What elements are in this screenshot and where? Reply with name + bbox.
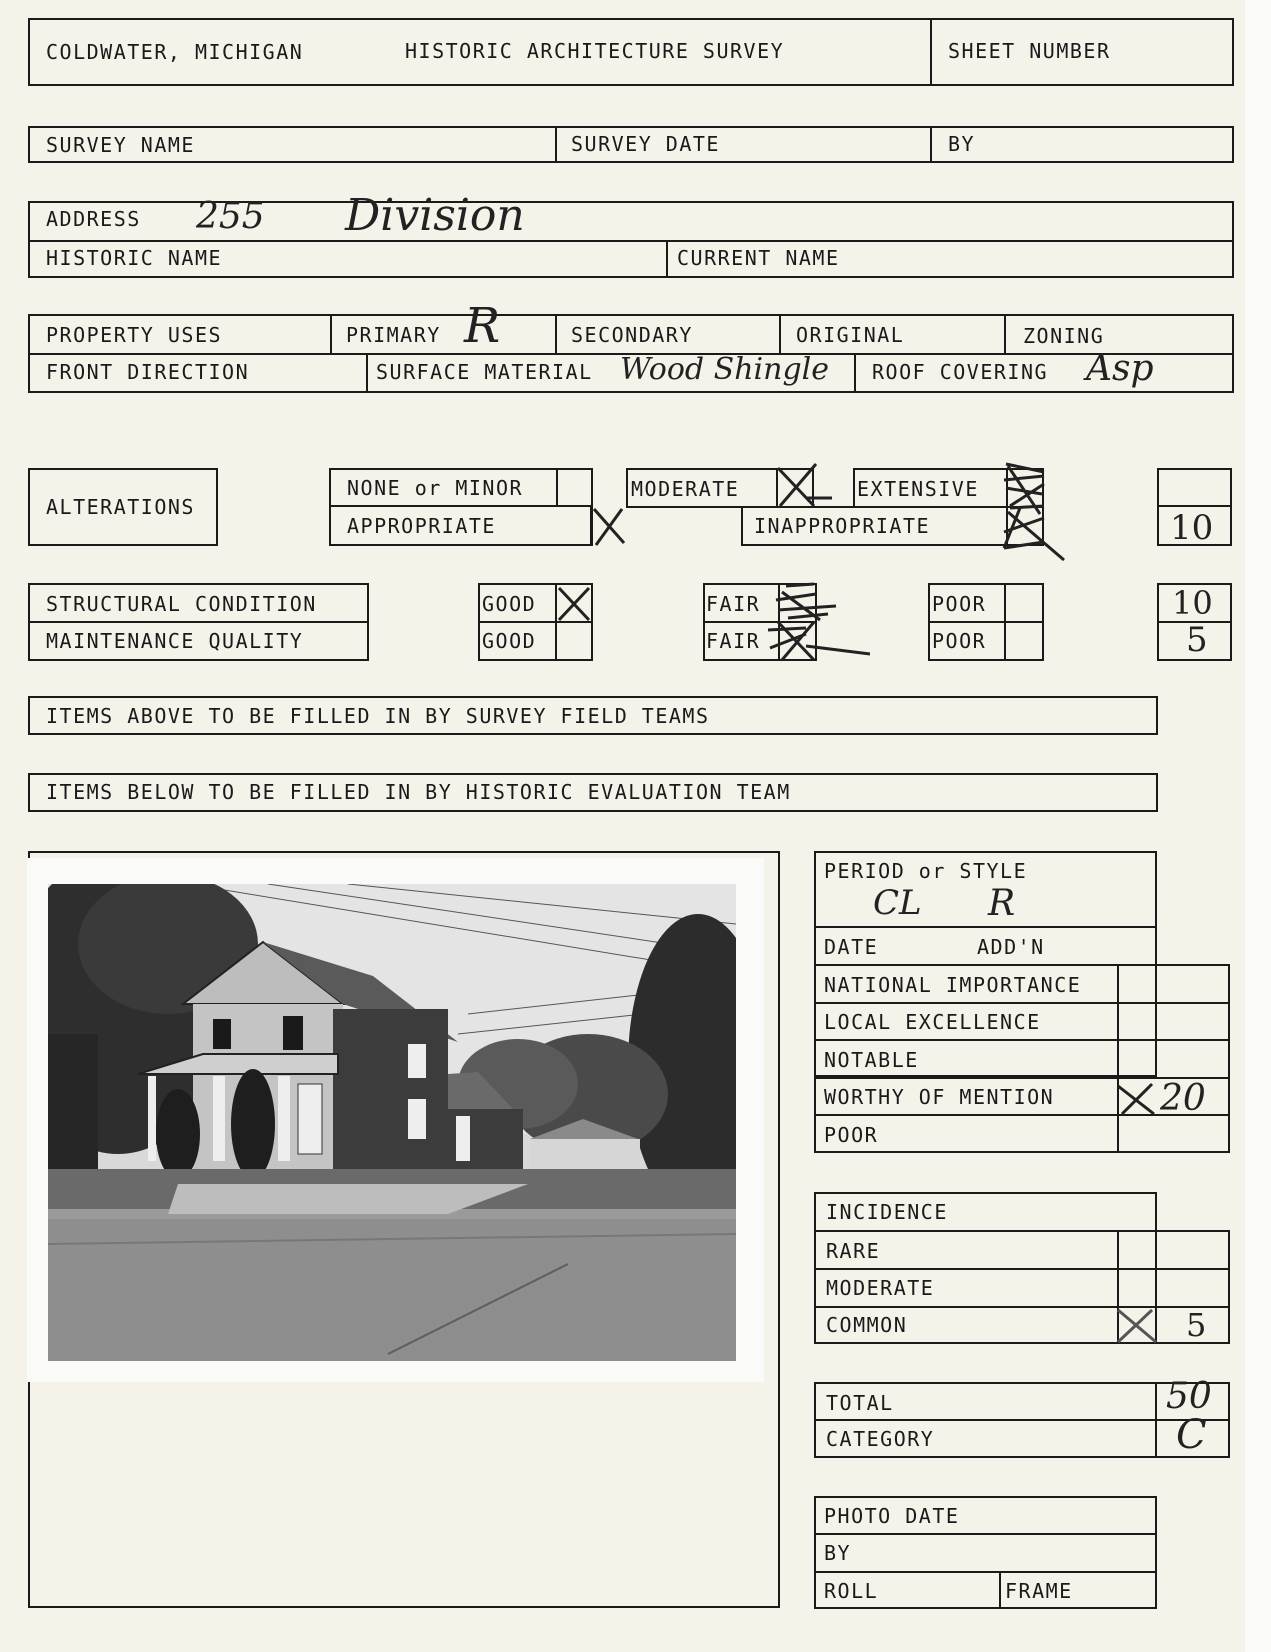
alterations-score: 10 — [1170, 508, 1214, 548]
header-divider — [930, 18, 932, 86]
inappropriate-scribble — [1000, 502, 1070, 564]
rating-right — [1228, 964, 1230, 1153]
note-below-top — [28, 773, 1158, 775]
extensive-label: EXTENSIVE — [857, 477, 979, 501]
frame-label: FRAME — [1005, 1579, 1073, 1603]
roof-covering-label: ROOF COVERING — [872, 360, 1049, 384]
address-street: Division — [345, 190, 525, 241]
structural-poor-label: POOR — [932, 592, 987, 616]
survey-date-label: SURVEY DATE — [571, 132, 720, 156]
property-uses-label: PROPERTY USES — [46, 323, 223, 347]
period-value-1: CL — [873, 883, 922, 923]
structural-condition-label: STRUCTURAL CONDITION — [46, 592, 317, 616]
sheet-number-label: SHEET NUMBER — [948, 39, 1111, 63]
none-minor-check-div — [556, 468, 558, 506]
page-edge — [1245, 0, 1271, 1652]
maintenance-fair-scribble — [766, 618, 876, 664]
property-div6 — [854, 353, 856, 393]
address-label: ADDRESS — [46, 207, 141, 231]
category-value: C — [1176, 1412, 1207, 1458]
note-above-bottom — [28, 733, 1158, 735]
notable-label: NOTABLE — [824, 1048, 919, 1072]
period-divider — [814, 926, 1157, 928]
property-div2 — [555, 314, 557, 354]
address-number: 255 — [196, 196, 265, 237]
national-importance-label: NATIONAL IMPORTANCE — [824, 973, 1082, 997]
structural-fair-label: FAIR — [706, 592, 761, 616]
roof-covering-value: Asp — [1086, 348, 1154, 389]
current-name-label: CURRENT NAME — [677, 246, 840, 270]
rare-divider — [814, 1268, 1230, 1270]
survey-row-div1 — [555, 126, 557, 163]
secondary-label: SECONDARY — [571, 323, 693, 347]
rating-bottom — [814, 1151, 1230, 1153]
original-label: ORIGINAL — [796, 323, 905, 347]
name-divider — [666, 240, 668, 278]
historic-name-label: HISTORIC NAME — [46, 246, 223, 270]
photo-by-label: BY — [824, 1541, 852, 1565]
maintenance-good-label: GOOD — [482, 629, 537, 653]
survey-by-label: BY — [948, 132, 976, 156]
worthy-score: 20 — [1160, 1078, 1206, 1119]
primary-label: PRIMARY — [346, 323, 441, 347]
note-below-left — [28, 773, 30, 812]
address-divider — [28, 240, 1234, 242]
surface-material-value: Wood Shingle — [620, 352, 830, 387]
structural-good-check — [555, 584, 595, 624]
structural-good-label: GOOD — [482, 592, 537, 616]
note-above-top — [28, 696, 1158, 698]
survey-title: HISTORIC ARCHITECTURE SURVEY — [405, 39, 785, 63]
property-div5 — [366, 353, 368, 393]
alterations-label: ALTERATIONS — [46, 495, 195, 519]
note-below-bottom — [28, 810, 1158, 812]
alterations-score-divider — [1157, 505, 1232, 507]
common-label: COMMON — [826, 1313, 908, 1337]
incidence-right — [1228, 1230, 1230, 1344]
photo-date-label: PHOTO DATE — [824, 1504, 960, 1528]
none-minor-label: NONE or MINOR — [347, 476, 524, 500]
worthy-check-mark — [1114, 1080, 1162, 1118]
worthy-label: WORTHY OF MENTION — [824, 1085, 1055, 1109]
rating-check-div — [1117, 964, 1119, 1153]
totals-divider — [814, 1419, 1230, 1421]
none-minor-divider — [329, 505, 593, 507]
survey-name-label: SURVEY NAME — [46, 133, 195, 157]
incidence-label: INCIDENCE — [826, 1200, 948, 1224]
survey-row-left — [28, 126, 30, 163]
poor-divider — [928, 621, 1044, 623]
incidence-moderate-label: MODERATE — [826, 1276, 935, 1300]
roll-frame-divider — [999, 1571, 1001, 1609]
common-score: 5 — [1186, 1306, 1207, 1344]
local-excellence-label: LOCAL EXCELLENCE — [824, 1010, 1041, 1034]
poor-check-div — [1004, 583, 1006, 661]
condition-label-divider — [28, 621, 369, 623]
inc-moderate-divider — [814, 1306, 1230, 1308]
rare-label: RARE — [826, 1239, 881, 1263]
local-divider — [814, 1039, 1230, 1041]
note-below-right — [1156, 773, 1158, 812]
date-label: DATE — [824, 935, 879, 959]
total-label: TOTAL — [826, 1391, 894, 1415]
incidence-bottom — [814, 1342, 1230, 1344]
period-label: PERIOD or STYLE — [824, 859, 1028, 883]
house-photo — [48, 884, 736, 1361]
maintenance-fair-label: FAIR — [706, 629, 761, 653]
property-div3 — [779, 314, 781, 354]
maintenance-score: 5 — [1186, 620, 1208, 660]
photo-by-divider — [814, 1571, 1157, 1573]
note-above-left — [28, 696, 30, 735]
category-label: CATEGORY — [826, 1427, 935, 1451]
property-div1 — [330, 314, 332, 354]
survey-row-top — [28, 126, 1234, 128]
maintenance-poor-label: POOR — [932, 629, 987, 653]
appropriate-check-mark — [590, 505, 630, 547]
city-label: COLDWATER, MICHIGAN — [46, 40, 304, 64]
structural-score: 10 — [1172, 584, 1213, 622]
roll-label: ROLL — [824, 1579, 879, 1603]
rating-top-right — [1155, 964, 1230, 966]
note-below: ITEMS BELOW TO BE FILLED IN BY HISTORIC EVALUATION TEAM — [46, 780, 791, 804]
common-check-mark — [1112, 1306, 1162, 1346]
note-above: ITEMS ABOVE TO BE FILLED IN BY SURVEY FIELD TEAMS — [46, 704, 710, 728]
photo-date-divider — [814, 1533, 1157, 1535]
survey-row-right — [1232, 126, 1234, 163]
property-div4 — [1004, 314, 1006, 354]
survey-row-div2 — [930, 126, 932, 163]
incidence-divider — [814, 1230, 1230, 1232]
primary-value: R — [464, 298, 501, 354]
inappropriate-label: INAPPROPRIATE — [754, 514, 931, 538]
total-value: 50 — [1166, 1376, 1212, 1417]
national-divider — [814, 1002, 1230, 1004]
maintenance-quality-label: MAINTENANCE QUALITY — [46, 629, 304, 653]
surface-material-label: SURFACE MATERIAL — [376, 360, 593, 384]
moderate-label: MODERATE — [631, 477, 740, 501]
moderate-check-mark — [776, 462, 836, 510]
note-above-right — [1156, 696, 1158, 735]
period-value-2: R — [988, 883, 1016, 924]
front-direction-label: FRONT DIRECTION — [46, 360, 250, 384]
zoning-label: ZONING — [1023, 324, 1105, 348]
totals-value-div — [1155, 1382, 1157, 1458]
rating-poor-label: POOR — [824, 1123, 879, 1147]
addn-label: ADD'N — [977, 935, 1045, 959]
appropriate-label: APPROPRIATE — [347, 514, 496, 538]
rating-left — [814, 1077, 816, 1153]
survey-row-bottom — [28, 161, 1234, 163]
